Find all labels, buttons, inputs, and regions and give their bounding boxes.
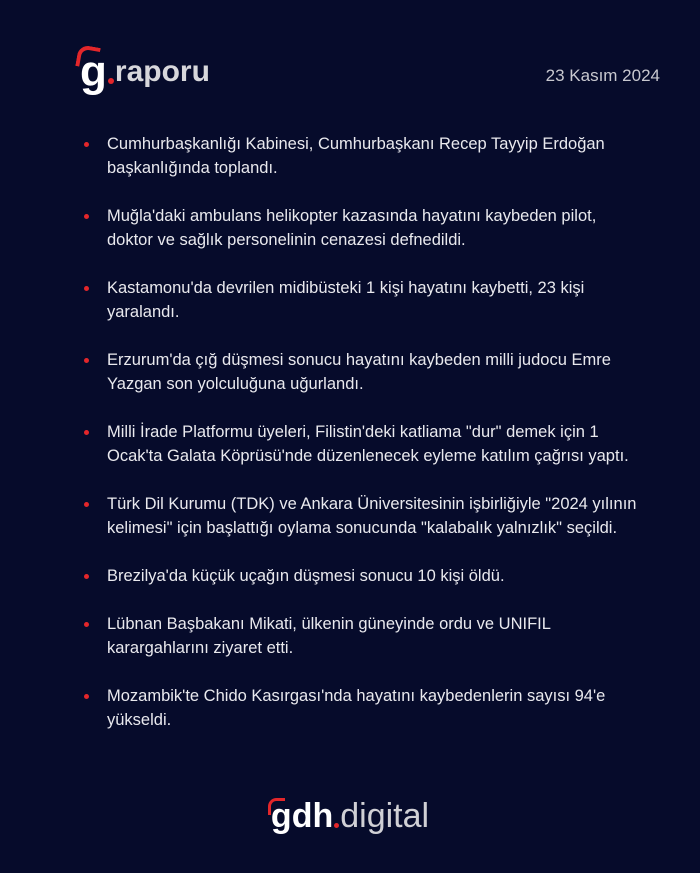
- logo-mark: [80, 47, 107, 96]
- bullet-icon: [84, 142, 89, 147]
- list-item: [80, 420, 640, 468]
- news-text: Brezilya'da küçük uçağın düşmesi sonucu 10 kişi öldü.: [107, 567, 505, 585]
- news-text: Milli İrade Platformu üyeleri, Filistin'deki katliama "dur" demek için 1 Ocak'ta Galata Köprüsü'nde düzenlenecek eyleme katılım çağrısı yaptı.: [107, 423, 629, 465]
- brand-bold: [271, 798, 333, 834]
- news-list: [80, 132, 640, 756]
- bullet-icon: [84, 430, 89, 435]
- logo-letter: g: [80, 47, 107, 96]
- brand-bold-text: gdh: [270, 797, 334, 835]
- news-text: Kastamonu'da devrilen midibüsteki 1 kişi hayatını kaybetti, 23 kişi yaralandı.: [107, 279, 585, 321]
- logo-word: raporu: [114, 55, 210, 88]
- bullet-icon: [84, 214, 89, 219]
- news-text: Lübnan Başbakanı Mikati, ülkenin güneyinde ordu ve UNIFIL karargahlarını ziyaret etti.: [107, 615, 551, 657]
- list-item: [80, 684, 640, 732]
- news-text: Cumhurbaşkanlığı Kabinesi, Cumhurbaşkanı Recep Tayyip Erdoğan başkanlığında toplandı.: [107, 135, 605, 177]
- brand-arc-icon: [268, 798, 285, 815]
- list-item: [80, 132, 640, 180]
- news-text: Erzurum'da çığ düşmesi sonucu hayatını kaybeden milli judocu Emre Yazgan son yolculuğuna uğurlandı.: [107, 351, 611, 393]
- gdh-digital-logo: [0, 798, 700, 834]
- list-item: [80, 492, 640, 540]
- news-text: Mozambik'te Chido Kasırgası'nda hayatını kaybedenlerin sayısı 94'e yükseldi.: [107, 687, 606, 729]
- list-item: [80, 564, 640, 588]
- logo-dot-icon: [108, 78, 114, 84]
- list-item: [80, 612, 640, 660]
- graporu-logo: [80, 47, 210, 96]
- list-item: [80, 348, 640, 396]
- bullet-icon: [84, 694, 89, 699]
- news-text: Muğla'daki ambulans helikopter kazasında hayatını kaybeden pilot, doktor ve sağlık personelinin cenazesi defnedildi.: [107, 207, 597, 249]
- brand-dot-icon: [334, 823, 339, 828]
- bullet-icon: [84, 358, 89, 363]
- bullet-icon: [84, 286, 89, 291]
- bullet-icon: [84, 502, 89, 507]
- news-text: Türk Dil Kurumu (TDK) ve Ankara Üniversitesinin işbirliğiyle "2024 yılının kelimesi" için başlattığı oylama sonucunda "kalabalık yalnızlık" seçildi.: [107, 495, 637, 537]
- bullet-icon: [84, 574, 89, 579]
- list-item: [80, 204, 640, 252]
- brand-light: digital: [340, 797, 430, 835]
- bullet-icon: [84, 622, 89, 627]
- list-item: [80, 276, 640, 324]
- report-date: 23 Kasım 2024: [545, 66, 660, 85]
